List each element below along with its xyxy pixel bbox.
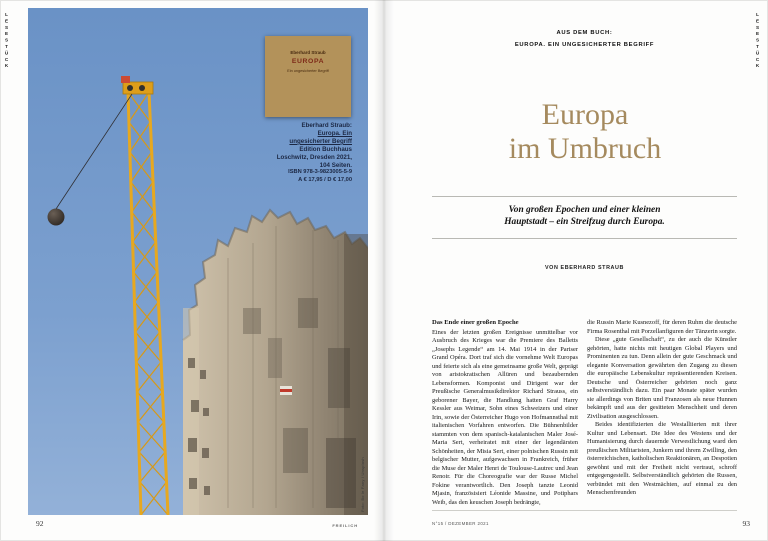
article-title	[420, 98, 750, 166]
right-page-section-label: LESESTÜCK	[755, 12, 760, 70]
book-info-line: Eberhard Straub:	[301, 122, 352, 129]
book-info-line: Edition Buchhaus	[299, 145, 352, 153]
article-column-1	[432, 319, 578, 515]
book-info-line: Loschwitz, Dresden 2021,	[276, 153, 352, 161]
page-gutter-shadow	[374, 0, 394, 541]
issue-info: N°15 / DEZEMBER 2021	[432, 521, 489, 526]
article-subtitle	[432, 205, 737, 228]
magazine-brand: FREILICH	[332, 523, 358, 528]
book-isbn: ISBN 978-3-9823005-5-9	[288, 169, 352, 176]
article-byline: VON EBERHARD STRAUB	[544, 265, 625, 271]
article-paragraph: die Russin Marie Kusnezoff, für deren Ruhm die deutsche Firma Rosenthal mit Porzellanfiguren der Tänzerin sorgte.	[587, 319, 737, 335]
book-cover-title: EUROPA	[291, 58, 325, 65]
left-page-section-label: LESESTÜCK	[4, 12, 9, 70]
article-subtitle-line-1: Von großen Epochen und einer kleinen	[508, 205, 661, 215]
left-page-number: 92	[36, 519, 44, 528]
kicker-line-2: EUROPA. EIN UNGESICHERTER BEGRIFF	[514, 42, 655, 48]
wrecking-ball	[48, 209, 65, 226]
article-paragraph: Eines der letzten großen Ereignisse unmittelbar vor Ausbruch des Krieges war die Premiere des Balletts „Josephs Legende“ am 14. Mai 1914 in der Pariser Grand Opéra. Dort traf sich die vornehme Welt Europas und feierte sich als eine gemeinsame große Welt, geprägt von aristokratischen Allüren und bezaubernden Lebensformen. Komponist und Dirigent war der Preußische Generalmusikdirektor Richard Strauss, ein geborener Bayer, die Handlung hatten Graf Harry Kessler aus Weimar, Sohn eines Schweizers und einer Irin, sowie der Österreicher Hugo von Hofmannsthal mit italienischen Vorfahren entworfen. Die Bühnenbilder stammten von dem spanisch-katalanischen Maler José-Maria Sert, verheiratet mit einer der legendärsten Schönheiten, der Misia Sert, einer polnischen Russin mit belgischer Mutter, aufgewachsen in Frankreich, früher die Muse der Maler Henri de Toulouse-Lautrec und Jean Renoir. Für die Choreografie war der Russe Michel Fokine verantwortlich. Den Joseph tanzte Leonid Mjasin, französisiert Léonide Massine, und Potiphars Weib, das den keuschen Joseph bedrängte,	[432, 328, 578, 506]
article-title-line-1: Europa	[541, 98, 629, 131]
photo-credit: Foto: Bo le Fany / Unsplash	[360, 457, 365, 512]
right-page-number: 93	[742, 519, 750, 528]
article-paragraph: Diese „gute Gesellschaft“, zu der auch die Künstler gehörten, hatte nichts mit heutigen Global Players und Prominenten zu tun. Denn allein der gute Geschmack und elegante Konversation gewährten den Zugang zu diesen die europäische Lebenskultur repräsentierenden Kreisen. Deutsche und Österreicher gehörten noch ganz selbstverständlich dazu. Ein paar Monate später wurden sie allerdings von Briten und Franzosen als neue Hunnen bekämpft und aus der gesitteten Menschheit und deren Zivilisation ausgeschlossen.	[587, 336, 737, 420]
book-cover-author: Eberhard Straub	[290, 50, 326, 55]
article-title-line-2: im Umbruch	[508, 132, 662, 165]
article-subtitle-line-2: Hauptstadt – ein Streifzug durch Europa.	[504, 216, 665, 227]
divider-rule	[432, 196, 737, 197]
article-paragraph: Beides identifizierten die Westalliierten mit ihrer Kultur und Lebensart. Die Idee des Westens und der Humanisierung durch dauernde Verwestlichung ward den preußischen Militaristen, Junkern und ihrem Zwilling, den österreichischen, katholischen Reaktionären, an Despotien gewöhnt und mit der Freiheit nicht vertraut, schroff entgegengestellt. Selbstverständlich gehörten die Russen, verbündet mit den Westmächten, auf einmal zu den Menschenfreunden	[587, 421, 737, 496]
book-cover-thumbnail	[265, 36, 351, 117]
book-cover-subtitle: Ein ungesicherter Begriff	[287, 69, 329, 73]
boom-tip-marker	[121, 76, 130, 83]
divider-rule	[432, 238, 737, 239]
article-column-2	[587, 319, 737, 515]
striped-debris	[280, 386, 292, 395]
book-info-line: ungesicherter Begriff	[289, 137, 352, 145]
book-info-line: 104 Seiten.	[319, 161, 352, 169]
article-section-heading: Das Ende einer großen Epoche	[432, 319, 519, 326]
kicker-line-1: AUS DEM BUCH:	[556, 30, 613, 36]
book-bibliography	[240, 122, 352, 185]
footer-rule	[432, 510, 737, 511]
book-price: A € 17,95 / D € 17,00	[298, 177, 352, 184]
book-info-line: Europa. Ein	[317, 129, 352, 137]
kicker	[432, 27, 737, 51]
